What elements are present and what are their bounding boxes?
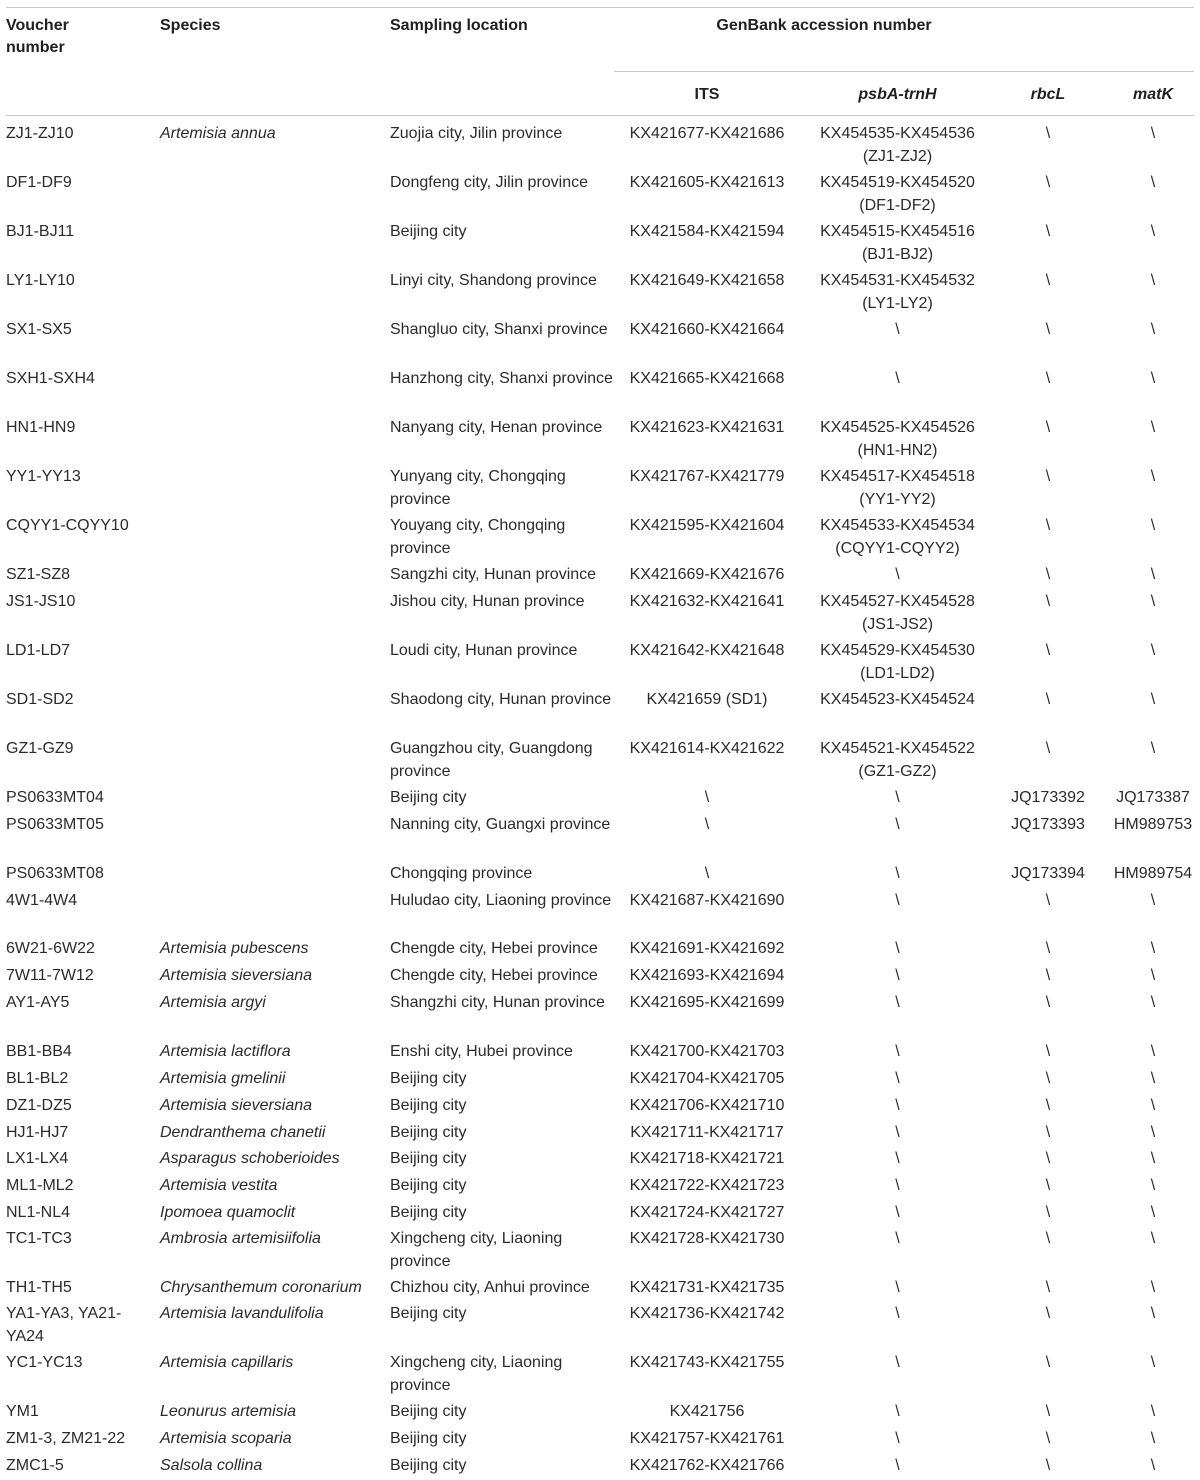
cell-voucher: HN1-HN9 (6, 419, 76, 436)
cell-psba: \ (895, 940, 900, 957)
cell-matk: \ (1150, 1354, 1156, 1371)
cell-its: KX421693-KX421694 (629, 967, 785, 984)
cell-its: KX421756 (669, 1403, 745, 1420)
cell-rbcl: JQ173392 (1011, 789, 1085, 806)
header-matk: matK (1132, 86, 1173, 103)
cell-its: KX421706-KX421710 (629, 1097, 785, 1114)
cell-location: Hanzhong city, Shanxi province (390, 370, 613, 387)
cell-voucher: DZ1-DZ5 (6, 1097, 72, 1114)
cell-location: Enshi city, Hubei province (390, 1043, 573, 1060)
cell-psba: \ (895, 1457, 900, 1474)
cell-location: Xingcheng city, Liaoning province (390, 1354, 563, 1394)
cell-voucher: SD1-SD2 (6, 691, 74, 708)
cell-location: Beijing city (390, 1097, 467, 1114)
header-genbank: GenBank accession number (716, 17, 932, 34)
cell-rbcl: \ (1045, 223, 1051, 240)
cell-matk: \ (1150, 419, 1156, 436)
header-location: Sampling location (390, 17, 528, 34)
cell-its: KX421659 (SD1) (646, 691, 768, 708)
cell-rbcl: \ (1045, 517, 1051, 534)
cell-matk: \ (1150, 967, 1156, 984)
cell-voucher: ZJ1-ZJ10 (6, 125, 74, 142)
cell-voucher: HJ1-HJ7 (6, 1124, 69, 1141)
cell-its: KX421722-KX421723 (629, 1177, 785, 1194)
header-species: Species (160, 17, 221, 34)
cell-its: KX421691-KX421692 (629, 940, 785, 957)
cell-psba: \ (895, 865, 900, 882)
cell-rbcl: \ (1045, 321, 1051, 338)
cell-its: KX421711-KX421717 (630, 1124, 784, 1141)
cell-voucher: YY1-YY13 (6, 468, 81, 485)
cell-psba: \ (895, 1305, 900, 1322)
cell-matk: \ (1150, 1070, 1156, 1087)
cell-voucher: LY1-LY10 (6, 272, 75, 289)
cell-rbcl: \ (1045, 1177, 1051, 1194)
cell-species: Artemisia gmelinii (160, 1070, 286, 1087)
cell-rbcl: \ (1045, 1230, 1051, 1247)
cell-psba: KX454515-KX454516 (BJ1-BJ2) (820, 223, 975, 263)
cell-voucher: TC1-TC3 (6, 1230, 72, 1247)
cell-psba: \ (895, 1204, 900, 1221)
cell-voucher: NL1-NL4 (6, 1204, 71, 1221)
cell-rbcl: \ (1045, 419, 1051, 436)
cell-species: Artemisia lactiflora (160, 1043, 291, 1060)
cell-rbcl: \ (1045, 1305, 1051, 1322)
cell-location: Sangzhi city, Hunan province (390, 566, 597, 583)
cell-rbcl: \ (1045, 1124, 1051, 1141)
cell-species: Ambrosia artemisiifolia (160, 1230, 321, 1247)
cell-matk: \ (1150, 1430, 1156, 1447)
cell-species: Salsola collina (160, 1457, 263, 1474)
cell-rbcl: \ (1045, 1279, 1051, 1296)
cell-location: Shangzhi city, Hunan province (390, 994, 605, 1011)
cell-rbcl: \ (1045, 994, 1051, 1011)
cell-voucher: 7W11-7W12 (6, 967, 94, 984)
cell-location: Jishou city, Hunan province (390, 593, 585, 610)
cell-species: Chrysanthemum coronarium (160, 1279, 362, 1296)
cell-psba: KX454535-KX454536 (ZJ1-ZJ2) (820, 125, 975, 165)
cell-matk: JQ173387 (1116, 789, 1190, 806)
cell-psba: \ (895, 1430, 900, 1447)
cell-rbcl: \ (1045, 272, 1051, 289)
cell-location: Beijing city (390, 1457, 467, 1474)
cell-species: Asparagus schoberioides (160, 1150, 340, 1167)
cell-species: Artemisia pubescens (160, 940, 309, 957)
cell-its: \ (704, 789, 710, 806)
cell-psba: \ (895, 892, 900, 909)
cell-voucher: SXH1-SXH4 (6, 370, 95, 387)
cell-location: Beijing city (390, 1305, 467, 1322)
cell-matk: \ (1150, 1150, 1156, 1167)
cell-its: KX421614-KX421622 (629, 740, 785, 757)
cell-rbcl: \ (1045, 1204, 1051, 1221)
cell-its: KX421724-KX421727 (629, 1204, 785, 1221)
cell-voucher: LD1-LD7 (6, 642, 71, 659)
cell-its: KX421718-KX421721 (629, 1150, 785, 1167)
cell-psba: KX454519-KX454520 (DF1-DF2) (820, 174, 975, 214)
cell-psba: KX454527-KX454528 (JS1-JS2) (820, 593, 975, 633)
cell-voucher: TH1-TH5 (6, 1279, 72, 1296)
cell-its: KX421660-KX421664 (629, 321, 785, 338)
cell-location: Chizhou city, Anhui province (390, 1279, 590, 1296)
cell-location: Shaodong city, Hunan province (390, 691, 612, 708)
cell-psba: \ (895, 816, 900, 833)
cell-matk: \ (1150, 1230, 1156, 1247)
cell-its: KX421584-KX421594 (629, 223, 785, 240)
header-voucher: Voucher number (6, 17, 69, 56)
cell-location: Dongfeng city, Jilin province (390, 174, 589, 191)
cell-location: Beijing city (390, 1070, 467, 1087)
cell-psba: \ (895, 1150, 900, 1167)
cell-voucher: GZ1-GZ9 (6, 740, 74, 757)
cell-matk: \ (1150, 1124, 1156, 1141)
cell-location: Chengde city, Hebei province (390, 967, 598, 984)
cell-matk: \ (1150, 1043, 1156, 1060)
cell-species: Artemisia sieversiana (160, 967, 313, 984)
cell-matk: \ (1150, 1204, 1156, 1221)
cell-voucher: AY1-AY5 (6, 994, 70, 1011)
cell-species: Artemisia scoparia (160, 1430, 292, 1447)
cell-voucher: LX1-LX4 (6, 1150, 69, 1167)
cell-location: Loudi city, Hunan province (390, 642, 578, 659)
cell-rbcl: \ (1045, 642, 1051, 659)
cell-species: Artemisia vestita (160, 1177, 278, 1194)
cell-matk: \ (1150, 642, 1156, 659)
cell-location: Beijing city (390, 1150, 467, 1167)
cell-voucher: BL1-BL2 (6, 1070, 69, 1087)
cell-voucher: ZMC1-5 (6, 1457, 64, 1474)
cell-voucher: PS0633MT05 (6, 816, 104, 833)
cell-psba: \ (895, 1279, 900, 1296)
cell-its: KX421623-KX421631 (629, 419, 785, 436)
cell-matk: \ (1150, 1305, 1156, 1322)
cell-matk: \ (1150, 321, 1156, 338)
header-rbcl: rbcL (1030, 86, 1066, 103)
cell-its: KX421677-KX421686 (629, 125, 785, 142)
cell-rbcl: \ (1045, 1457, 1051, 1474)
cell-voucher: CQYY1-CQYY10 (6, 517, 129, 534)
cell-location: Nanyang city, Henan province (390, 419, 603, 436)
cell-voucher: SX1-SX5 (6, 321, 72, 338)
cell-voucher: PS0633MT08 (6, 865, 104, 882)
subheader-rule (614, 71, 1194, 72)
cell-matk: \ (1150, 517, 1156, 534)
cell-species: Dendranthema chanetii (160, 1124, 326, 1141)
cell-matk: \ (1150, 892, 1156, 909)
cell-matk: \ (1150, 125, 1156, 142)
cell-location: Nanning city, Guangxi province (390, 816, 611, 833)
header-rule (6, 115, 1194, 116)
header-its: ITS (694, 86, 720, 103)
cell-species: Artemisia annua (160, 125, 276, 142)
cell-its: KX421731-KX421735 (629, 1279, 785, 1296)
cell-species: Leonurus artemisia (160, 1403, 297, 1420)
cell-its: KX421605-KX421613 (629, 174, 785, 191)
cell-rbcl: \ (1045, 1430, 1051, 1447)
cell-matk: HM989753 (1113, 816, 1193, 833)
cell-psba: \ (895, 1403, 900, 1420)
cell-rbcl: \ (1045, 1150, 1051, 1167)
cell-rbcl: \ (1045, 1070, 1051, 1087)
header-psba: psbA-trnH (858, 86, 937, 103)
cell-matk: \ (1150, 1097, 1156, 1114)
cell-psba: \ (895, 967, 900, 984)
cell-voucher: SZ1-SZ8 (6, 566, 71, 583)
cell-location: Beijing city (390, 1430, 467, 1447)
cell-location: Beijing city (390, 223, 467, 240)
cell-location: Zuojia city, Jilin province (390, 125, 563, 142)
cell-matk: \ (1150, 691, 1156, 708)
cell-voucher: BB1-BB4 (6, 1043, 72, 1060)
cell-matk: \ (1150, 1403, 1156, 1420)
cell-psba: \ (895, 1097, 900, 1114)
cell-location: Shangluo city, Shanxi province (390, 321, 608, 338)
cell-rbcl: \ (1045, 940, 1051, 957)
cell-matk: \ (1150, 1279, 1156, 1296)
cell-matk: \ (1150, 566, 1156, 583)
cell-rbcl: \ (1045, 1043, 1051, 1060)
cell-its: KX421762-KX421766 (629, 1457, 785, 1474)
cell-rbcl: \ (1045, 967, 1051, 984)
cell-psba: \ (895, 994, 900, 1011)
cell-rbcl: \ (1045, 1354, 1051, 1371)
cell-its: KX421632-KX421641 (629, 593, 785, 610)
cell-location: Yunyang city, Chongqing province (390, 468, 566, 508)
cell-matk: \ (1150, 940, 1156, 957)
cell-location: Beijing city (390, 789, 467, 806)
cell-voucher: ML1-ML2 (6, 1177, 74, 1194)
cell-rbcl: \ (1045, 125, 1051, 142)
cell-rbcl: \ (1045, 593, 1051, 610)
cell-rbcl: \ (1045, 468, 1051, 485)
cell-matk: \ (1150, 994, 1156, 1011)
cell-matk: \ (1150, 593, 1156, 610)
cell-its: KX421695-KX421699 (629, 994, 785, 1011)
cell-voucher: DF1-DF9 (6, 174, 72, 191)
cell-psba: KX454531-KX454532 (LY1-LY2) (820, 272, 975, 312)
cell-psba: \ (895, 1230, 900, 1247)
cell-its: KX421687-KX421690 (629, 892, 785, 909)
cell-matk: \ (1150, 370, 1156, 387)
cell-voucher: YM1 (6, 1403, 39, 1420)
cell-matk: \ (1150, 1177, 1156, 1194)
cell-location: Beijing city (390, 1124, 467, 1141)
cell-voucher: 6W21-6W22 (6, 940, 95, 957)
cell-psba: \ (895, 1124, 900, 1141)
cell-location: Huludao city, Liaoning province (390, 892, 612, 909)
cell-voucher: PS0633MT04 (6, 789, 104, 806)
cell-rbcl: \ (1045, 1403, 1051, 1420)
cell-voucher: YC1-YC13 (6, 1354, 83, 1371)
cell-its: KX421767-KX421779 (629, 468, 785, 485)
cell-its: KX421665-KX421668 (629, 370, 785, 387)
cell-psba: \ (895, 1177, 900, 1194)
cell-species: Ipomoea quamoclit (160, 1204, 296, 1221)
cell-psba: \ (895, 321, 900, 338)
cell-its: KX421704-KX421705 (629, 1070, 785, 1087)
cell-matk: \ (1150, 740, 1156, 757)
cell-matk: \ (1150, 272, 1156, 289)
cell-location: Beijing city (390, 1177, 467, 1194)
cell-psba: \ (895, 1043, 900, 1060)
cell-its: KX421728-KX421730 (629, 1230, 785, 1247)
cell-voucher: ZM1-3, ZM21-22 (6, 1430, 126, 1447)
cell-psba: \ (895, 789, 900, 806)
cell-its: KX421700-KX421703 (629, 1043, 785, 1060)
cell-matk: \ (1150, 223, 1156, 240)
cell-rbcl: JQ173393 (1011, 816, 1085, 833)
cell-its: KX421669-KX421676 (629, 566, 785, 583)
cell-its: KX421743-KX421755 (629, 1354, 785, 1371)
cell-location: Youyang city, Chongqing province (390, 517, 566, 557)
cell-location: Linyi city, Shandong province (390, 272, 597, 289)
cell-its: \ (704, 816, 710, 833)
cell-rbcl: \ (1045, 1097, 1051, 1114)
cell-matk: HM989754 (1113, 865, 1193, 882)
cell-its: KX421736-KX421742 (629, 1305, 785, 1322)
cell-location: Chongqing province (390, 865, 533, 882)
cell-species: Artemisia lavandulifolia (160, 1305, 324, 1322)
cell-location: Beijing city (390, 1403, 467, 1420)
cell-rbcl: \ (1045, 691, 1051, 708)
top-rule (6, 7, 1194, 8)
cell-matk: \ (1150, 174, 1156, 191)
cell-location: Guangzhou city, Guangdong province (390, 740, 593, 780)
cell-matk: \ (1150, 468, 1156, 485)
cell-voucher: JS1-JS10 (6, 593, 76, 610)
cell-its: KX421642-KX421648 (629, 642, 785, 659)
cell-psba: KX454517-KX454518 (YY1-YY2) (820, 468, 975, 508)
cell-rbcl: \ (1045, 566, 1051, 583)
cell-rbcl: JQ173394 (1011, 865, 1085, 882)
cell-voucher: YA1-YA3, YA21-YA24 (6, 1305, 122, 1345)
cell-psba: KX454533-KX454534 (CQYY1-CQYY2) (820, 517, 975, 557)
cell-rbcl: \ (1045, 174, 1051, 191)
cell-its: KX421757-KX421761 (629, 1430, 785, 1447)
cell-psba: \ (895, 566, 900, 583)
cell-rbcl: \ (1045, 370, 1051, 387)
cell-psba: \ (895, 1070, 900, 1087)
cell-location: Chengde city, Hebei province (390, 940, 598, 957)
cell-its: \ (704, 865, 710, 882)
cell-its: KX421595-KX421604 (629, 517, 785, 534)
cell-psba: \ (895, 370, 900, 387)
cell-psba: KX454525-KX454526 (HN1-HN2) (820, 419, 975, 459)
cell-species: Artemisia capillaris (160, 1354, 294, 1371)
cell-rbcl: \ (1045, 892, 1051, 909)
cell-matk: \ (1150, 1457, 1156, 1474)
cell-voucher: 4W1-4W4 (6, 892, 78, 909)
cell-species: Artemisia sieversiana (160, 1097, 313, 1114)
cell-location: Xingcheng city, Liaoning province (390, 1230, 563, 1270)
cell-psba: KX454521-KX454522 (GZ1-GZ2) (820, 740, 975, 780)
cell-rbcl: \ (1045, 740, 1051, 757)
cell-psba: KX454529-KX454530 (LD1-LD2) (820, 642, 975, 682)
cell-its: KX421649-KX421658 (629, 272, 785, 289)
cell-voucher: BJ1-BJ11 (6, 223, 75, 240)
cell-location: Beijing city (390, 1204, 467, 1221)
cell-species: Artemisia argyi (160, 994, 266, 1011)
cell-psba: KX454523-KX454524 (820, 691, 975, 708)
cell-psba: \ (895, 1354, 900, 1371)
